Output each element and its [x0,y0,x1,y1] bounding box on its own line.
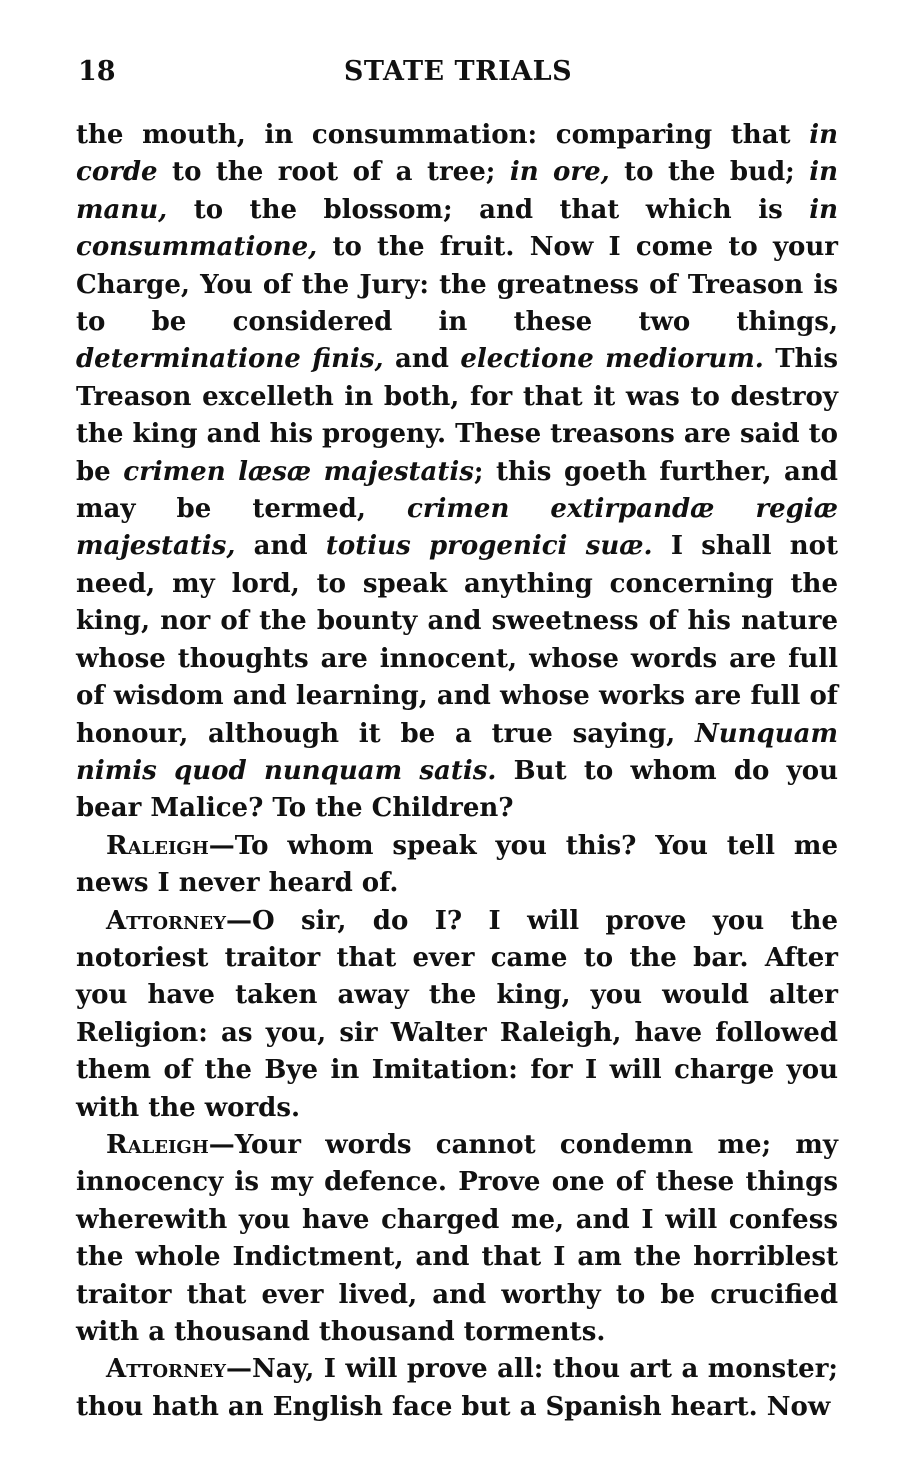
page-number: 18 [78,56,116,87]
latin-phrase: totius progenici suæ. [325,531,653,562]
speaker-name: Raleigh [106,1129,209,1160]
latin-phrase: in manu, [76,157,839,225]
speech-text: —To whom speak you this? You tell me news I never heard of. [76,830,838,899]
latin-phrase: Nunquam nimis quod nunquam satis. [76,718,838,786]
latin-phrase: determinatione finis, [76,344,384,375]
text-segment: ; this goeth further, and may be termed, [76,456,838,525]
latin-phrase: in corde [76,120,838,188]
latin-phrase: crimen extirpandæ regiæ majestatis, [76,494,838,562]
speaker-name: Raleigh [106,830,209,861]
text-segment: to the blossom; and that which is [167,194,810,225]
speaker-name: Attorney [106,1354,226,1385]
text-segment: to the fruit. Now I come to your Charge, You of the Jury: the greatness of Treason is to be considered in these two things, [76,232,838,338]
speech-text: —O sir, do I? I will prove you the notoriest traitor that ever came to the bar. After you have taken away the king, you would alter Religion: as you, sir Walter Raleigh, have followed them of the Bye in Imitation: for I will charge you with the words. [76,905,838,1123]
text-segment: to the root of a tree; [157,157,510,188]
paragraph-attorney-reply-1 [76,903,838,1127]
paragraph-prosecution-speech [76,117,838,828]
speech-text: —Nay, I will prove all: thou art a monster; thou hath an English face but a Spanish heart. Now [76,1354,838,1422]
paragraph-raleigh-reply-1 [76,828,838,903]
latin-phrase: electione mediorum. [460,344,764,375]
paragraph-attorney-reply-2 [76,1351,838,1426]
text-segment: But to whom do you bear Malice? To the Children? [76,755,838,824]
latin-phrase: crimen læsæ majestatis [123,456,474,487]
speech-text: —Your words cannot condemn me; my innocency is my defence. Prove one of these things wherewith you have charged me, and I will confess the whole Indictment, and that I am the horriblest traitor that ever lived, and worthy to be crucified with a thousand thousand torments. [76,1129,838,1347]
body-text [76,117,838,1426]
paragraph-raleigh-reply-2 [76,1127,838,1351]
latin-phrase: in ore, [509,157,610,188]
page-header [78,56,838,100]
text-segment: This Treason excelleth in both, for that it was to destroy the king and his progeny. These treasons are said to be [76,344,838,487]
text-segment: to the bud; [609,157,810,188]
text-segment: I shall not need, my lord, to speak anything concerning the king, nor of the bounty and sweetness of his nature whose thoughts are innocent, whose words are full of wisdom and learning, and whose works are full of honour, although it be a true saying, [76,531,838,749]
text-segment: and [383,344,461,375]
text-segment: the mouth, in consummation: comparing that [76,120,810,150]
text-segment: and [235,531,326,562]
speaker-name: Attorney [106,905,226,936]
running-title: STATE TRIALS [343,56,573,87]
latin-phrase: in consummatione, [76,194,838,263]
